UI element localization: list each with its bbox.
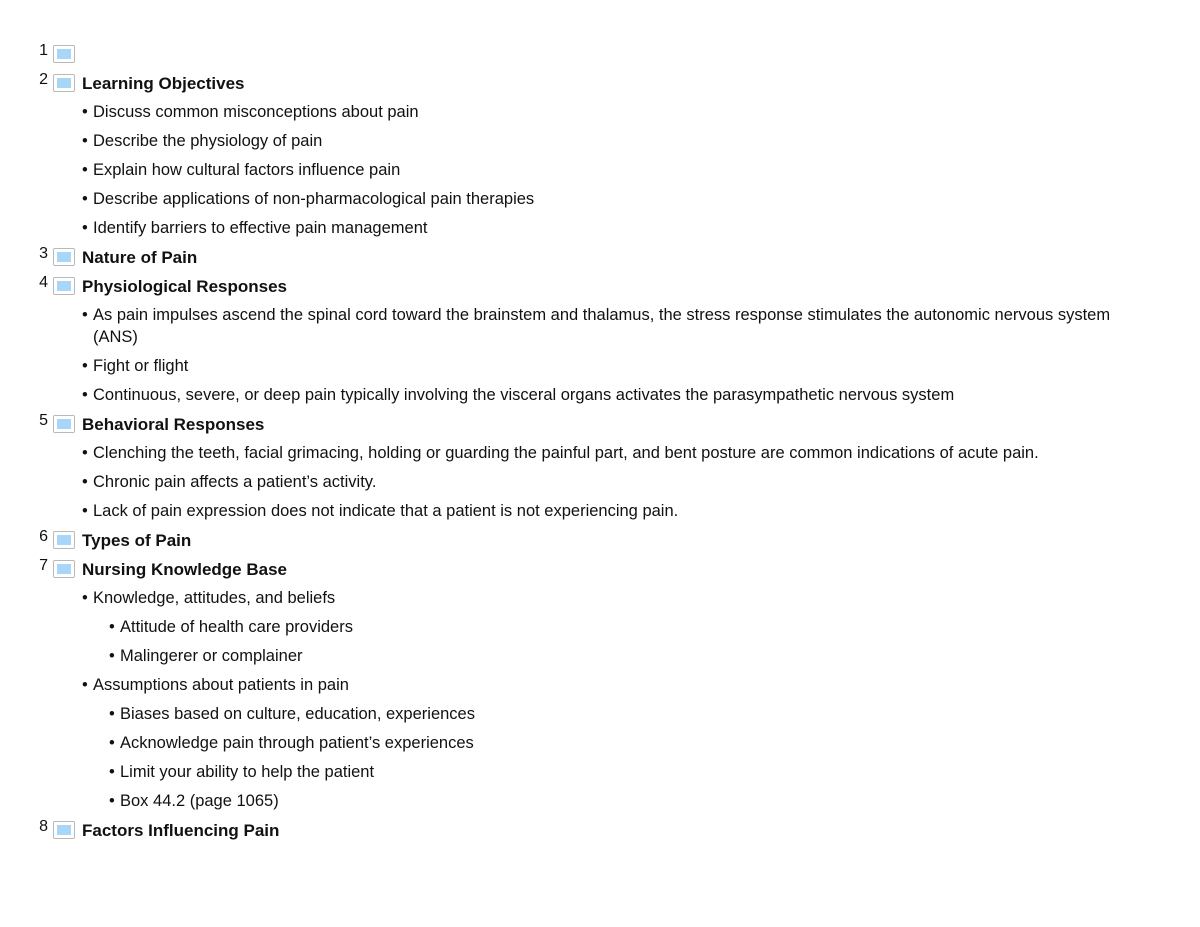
- bullet-item: [80, 98, 1200, 127]
- outline-slide: [0, 40, 1200, 69]
- bullet-list: [0, 98, 1200, 243]
- sub-bullet-item: [107, 700, 1200, 729]
- slide-number: 6: [39, 528, 48, 545]
- bullet-line[interactable]: [80, 497, 1133, 526]
- slide-thumbnail-screen: [57, 252, 71, 262]
- sub-bullet-item: [107, 613, 1200, 642]
- bullet-text: Discuss common misconceptions about pain: [93, 103, 419, 121]
- slide-thumbnail-screen: [57, 281, 71, 291]
- bullet-dot-icon: •: [82, 473, 88, 491]
- sub-bullet-text: Attitude of health care providers: [120, 618, 353, 636]
- bullet-text: As pain impulses ascend the spinal cord toward the brainstem and thalamus, the stress response stimulates the autonomic nervous system (ANS): [93, 306, 1111, 346]
- bullet-dot-icon: •: [82, 219, 88, 237]
- slide-row[interactable]: [0, 816, 1200, 845]
- bullet-text: Clenching the teeth, facial grimacing, holding or guarding the painful part, and bent posture are common indications of acute pain.: [93, 444, 1039, 462]
- slide-number: 2: [39, 71, 48, 88]
- bullet-text: Describe applications of non-pharmacological pain therapies: [93, 190, 535, 208]
- slide-title[interactable]: Types of Pain: [82, 531, 192, 550]
- bullet-item: [80, 381, 1200, 410]
- outline-slide: [0, 272, 1200, 410]
- bullet-line[interactable]: [80, 468, 1133, 497]
- outline-slide: [0, 69, 1200, 243]
- bullet-dot-icon: •: [109, 705, 115, 723]
- bullet-dot-icon: •: [82, 161, 88, 179]
- bullet-dot-icon: •: [82, 676, 88, 694]
- slide-thumbnail-screen: [57, 535, 71, 545]
- bullet-line[interactable]: [80, 352, 1133, 381]
- outline-slide: [0, 410, 1200, 526]
- bullet-text: Identify barriers to effective pain management: [93, 219, 428, 237]
- sub-bullet-list: [80, 613, 1200, 671]
- bullet-dot-icon: •: [109, 734, 115, 752]
- bullet-item: [80, 468, 1200, 497]
- slide-thumbnail-icon[interactable]: [53, 415, 75, 433]
- bullet-line[interactable]: [80, 214, 1133, 243]
- sub-bullet-line[interactable]: [107, 642, 1160, 671]
- slide-thumbnail-screen: [57, 825, 71, 835]
- bullet-dot-icon: •: [109, 763, 115, 781]
- bullet-dot-icon: •: [82, 103, 88, 121]
- outline-slide: [0, 816, 1200, 845]
- bullet-dot-icon: •: [109, 618, 115, 636]
- bullet-item: [80, 214, 1200, 243]
- bullet-text: Describe the physiology of pain: [93, 132, 323, 150]
- sub-bullet-item: [107, 787, 1200, 816]
- sub-bullet-item: [107, 729, 1200, 758]
- slide-row[interactable]: [0, 555, 1200, 584]
- bullet-item: [80, 127, 1200, 156]
- slide-row[interactable]: [0, 243, 1200, 272]
- sub-bullet-text: Box 44.2 (page 1065): [120, 792, 279, 810]
- slide-number: 7: [39, 557, 48, 574]
- slide-row[interactable]: [0, 40, 1200, 69]
- sub-bullet-text: Malingerer or complainer: [120, 647, 303, 665]
- bullet-line[interactable]: [80, 127, 1133, 156]
- bullet-item: [80, 671, 1200, 816]
- slide-thumbnail-icon[interactable]: [53, 277, 75, 295]
- bullet-item: [80, 156, 1200, 185]
- bullet-line[interactable]: [80, 671, 1133, 700]
- slide-thumbnail-icon[interactable]: [53, 560, 75, 578]
- bullet-item: [80, 185, 1200, 214]
- bullet-dot-icon: •: [82, 132, 88, 150]
- slide-title[interactable]: Factors Influencing Pain: [82, 821, 280, 840]
- bullet-text: Chronic pain affects a patient’s activity.: [93, 473, 377, 491]
- bullet-text: Lack of pain expression does not indicate that a patient is not experiencing pain.: [93, 502, 679, 520]
- bullet-item: [80, 497, 1200, 526]
- sub-bullet-line[interactable]: [107, 787, 1160, 816]
- bullet-dot-icon: •: [82, 190, 88, 208]
- slide-title[interactable]: Physiological Responses: [82, 277, 288, 296]
- slide-number: 8: [39, 818, 48, 835]
- sub-bullet-line[interactable]: [107, 613, 1160, 642]
- bullet-item: [80, 584, 1200, 671]
- bullet-line[interactable]: [80, 98, 1133, 127]
- outline-slide: [0, 243, 1200, 272]
- bullet-line[interactable]: [80, 439, 1133, 468]
- bullet-dot-icon: •: [109, 647, 115, 665]
- sub-bullet-text: Acknowledge pain through patient’s experiences: [120, 734, 474, 752]
- slide-number: 1: [39, 42, 48, 59]
- slide-number: 3: [39, 245, 48, 262]
- bullet-list: [0, 584, 1200, 816]
- bullet-line[interactable]: [80, 584, 1133, 613]
- outline-slide: [0, 555, 1200, 816]
- slide-thumbnail-screen: [57, 419, 71, 429]
- bullet-item: [80, 301, 1200, 352]
- bullet-line[interactable]: [80, 185, 1133, 214]
- slide-thumbnail-screen: [57, 49, 71, 59]
- slide-title[interactable]: Nature of Pain: [82, 248, 198, 267]
- bullet-text: Explain how cultural factors influence pain: [93, 161, 401, 179]
- sub-bullet-text: Biases based on culture, education, experiences: [120, 705, 475, 723]
- sub-bullet-item: [107, 758, 1200, 787]
- outline-slide: [0, 526, 1200, 555]
- slide-thumbnail-screen: [57, 564, 71, 574]
- slide-thumbnail-icon[interactable]: [53, 45, 75, 63]
- bullet-list: [0, 301, 1200, 410]
- sub-bullet-list: [80, 700, 1200, 816]
- slide-title[interactable]: Learning Objectives: [82, 74, 245, 93]
- slide-row[interactable]: [0, 410, 1200, 439]
- slide-number: 4: [39, 274, 48, 291]
- bullet-dot-icon: •: [82, 386, 88, 404]
- outline-view: [0, 40, 1200, 845]
- bullet-text: Knowledge, attitudes, and beliefs: [93, 589, 336, 607]
- slide-thumbnail-icon[interactable]: [53, 248, 75, 266]
- bullet-line[interactable]: [80, 156, 1133, 185]
- slide-title[interactable]: Nursing Knowledge Base: [82, 560, 287, 579]
- bullet-dot-icon: •: [82, 502, 88, 520]
- bullet-text: Assumptions about patients in pain: [93, 676, 349, 694]
- sub-bullet-line[interactable]: [107, 758, 1160, 787]
- slide-thumbnail-icon[interactable]: [53, 74, 75, 92]
- sub-bullet-text: Limit your ability to help the patient: [120, 763, 375, 781]
- slide-thumbnail-screen: [57, 78, 71, 88]
- bullet-text: Continuous, severe, or deep pain typically involving the visceral organs activates the parasympathetic nervous system: [93, 386, 955, 404]
- slide-title[interactable]: Behavioral Responses: [82, 415, 265, 434]
- slide-number: 5: [39, 412, 48, 429]
- sub-bullet-line[interactable]: [107, 729, 1160, 758]
- sub-bullet-line[interactable]: [107, 700, 1160, 729]
- bullet-item: [80, 439, 1200, 468]
- slide-row[interactable]: [0, 69, 1200, 98]
- bullet-dot-icon: •: [82, 444, 88, 462]
- bullet-list: [0, 439, 1200, 526]
- slide-row[interactable]: [0, 526, 1200, 555]
- bullet-item: [80, 352, 1200, 381]
- bullet-dot-icon: •: [82, 306, 88, 324]
- bullet-text: Fight or flight: [93, 357, 189, 375]
- bullet-line[interactable]: [80, 301, 1133, 352]
- bullet-dot-icon: •: [82, 357, 88, 375]
- bullet-dot-icon: •: [109, 792, 115, 810]
- slide-row[interactable]: [0, 272, 1200, 301]
- slide-thumbnail-icon[interactable]: [53, 821, 75, 839]
- bullet-line[interactable]: [80, 381, 1133, 410]
- slide-thumbnail-icon[interactable]: [53, 531, 75, 549]
- sub-bullet-item: [107, 642, 1200, 671]
- bullet-dot-icon: •: [82, 589, 88, 607]
